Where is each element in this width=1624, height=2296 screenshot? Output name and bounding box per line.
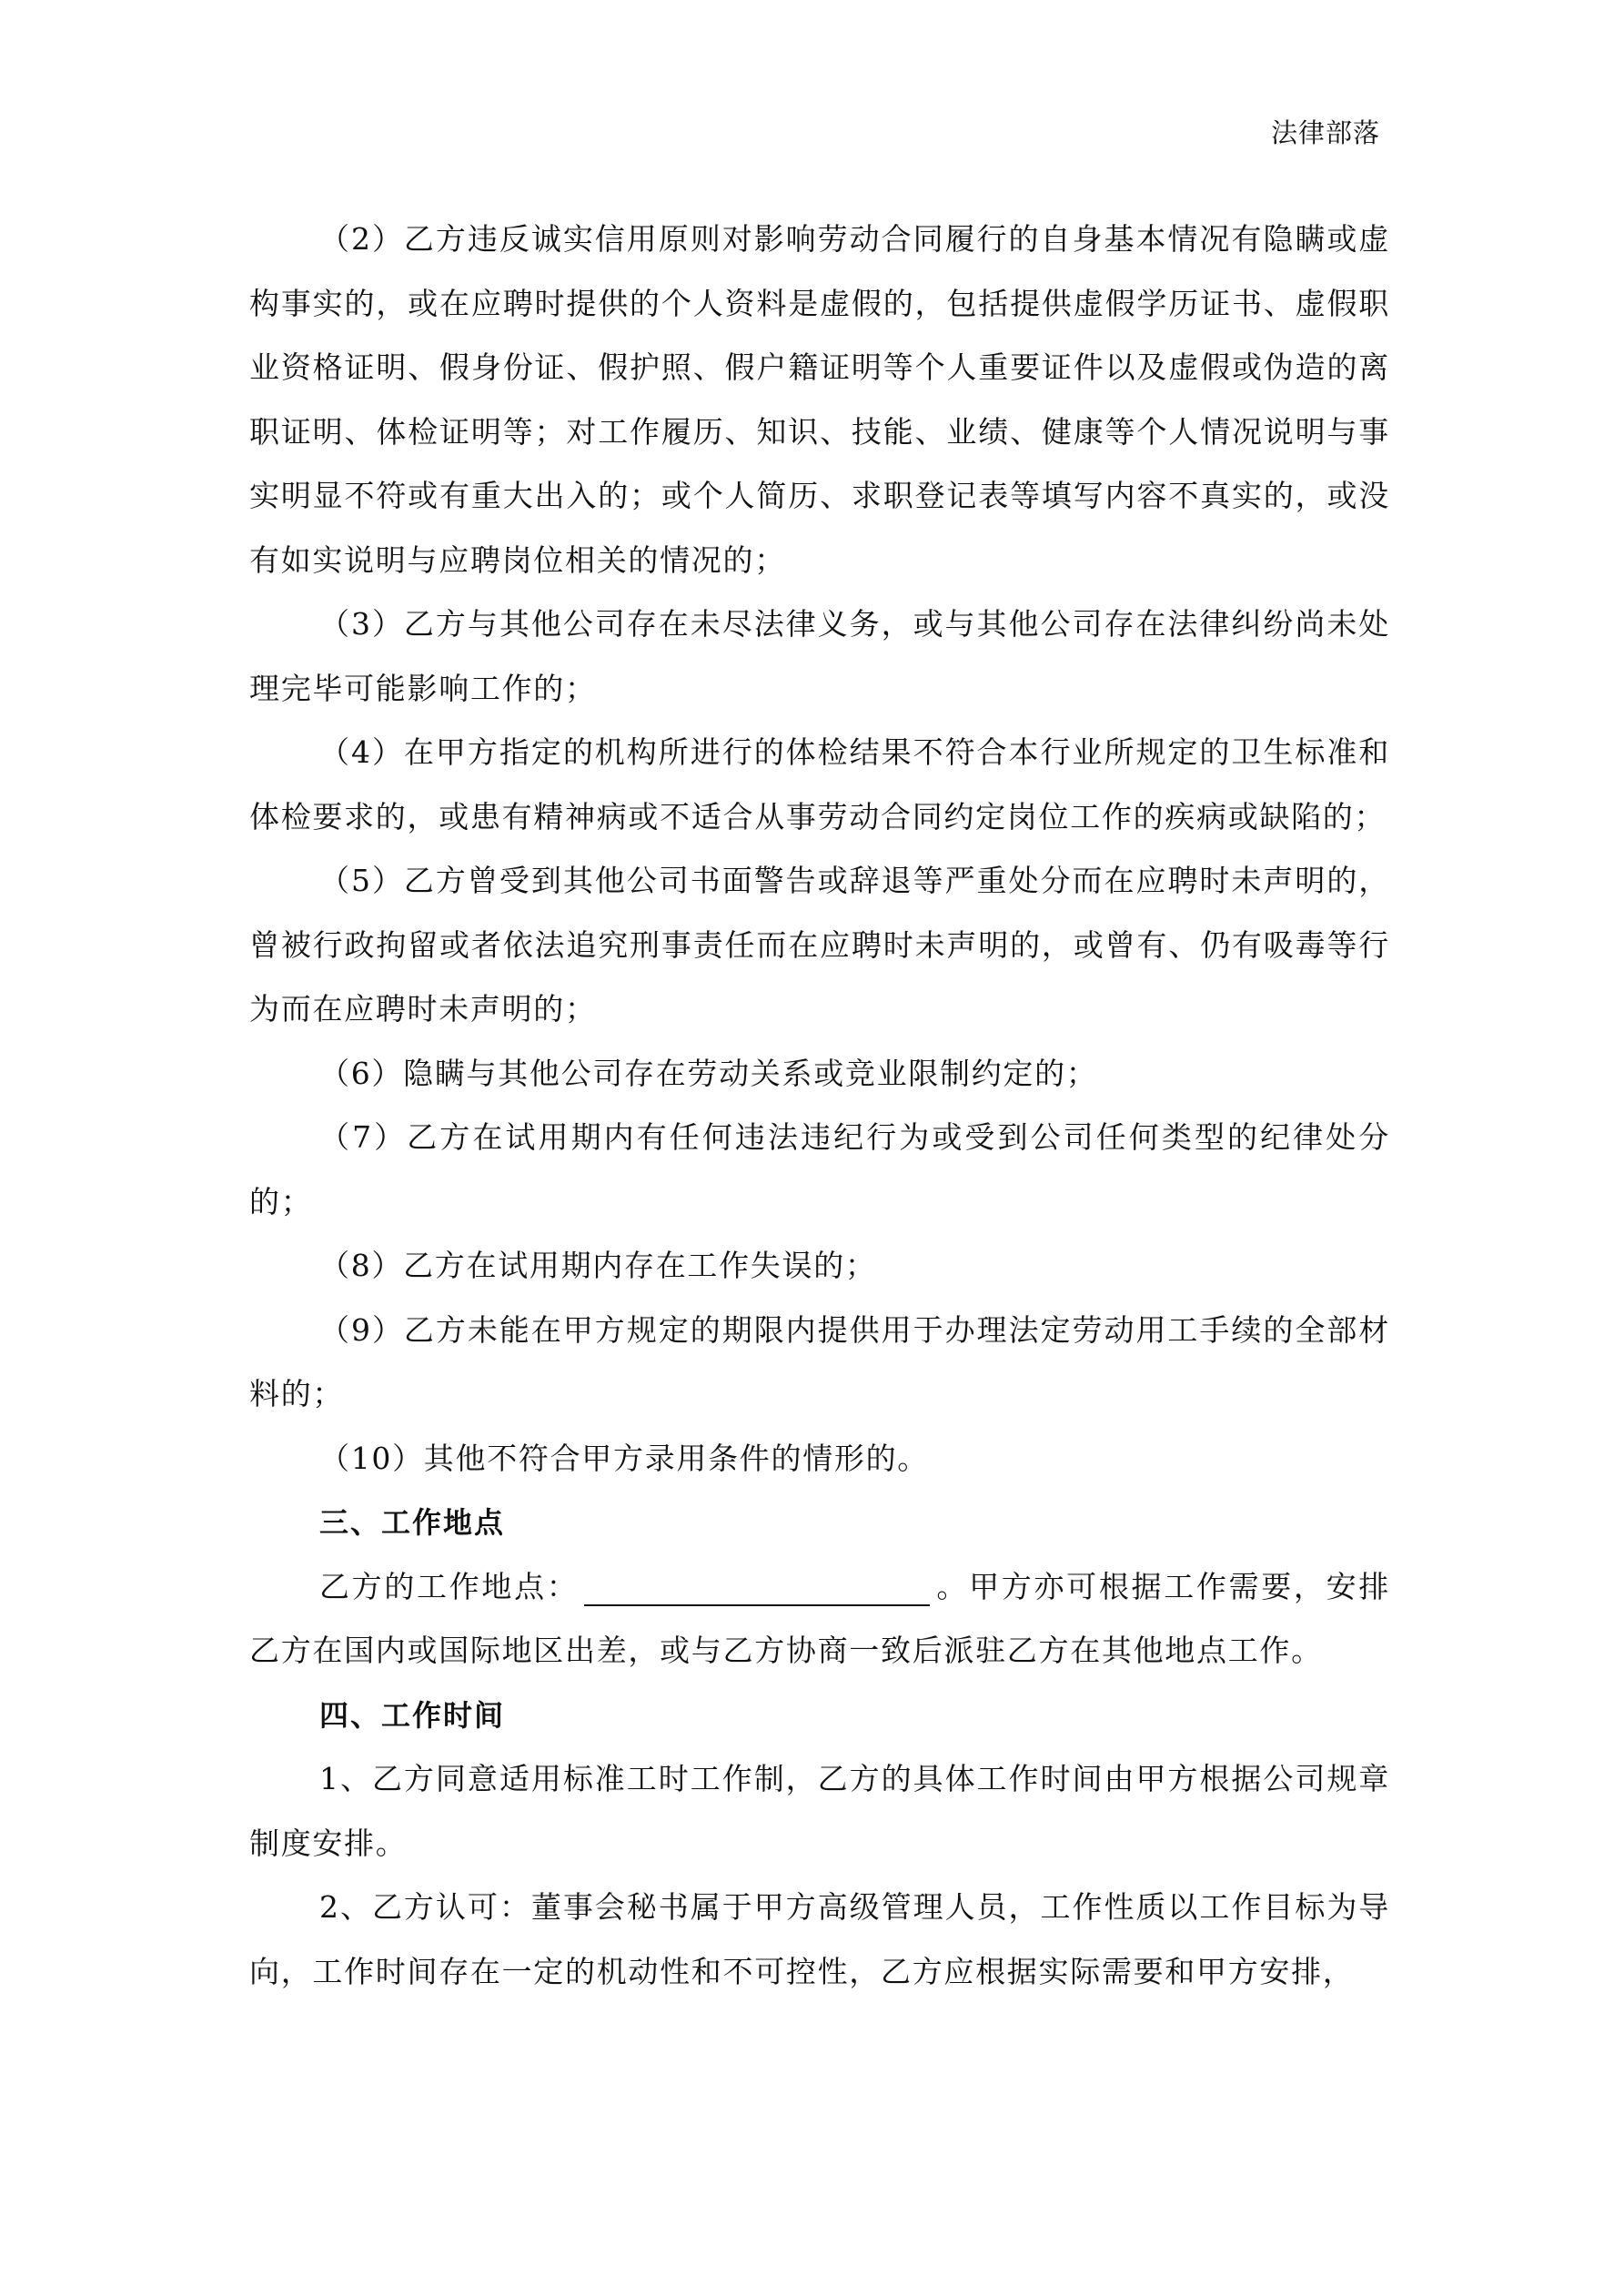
work-location-blank [584, 1568, 930, 1606]
paragraph-item-9: （9）乙方未能在甲方规定的期限内提供用于办理法定劳动用工手续的全部材料的； [249, 1311, 1390, 1411]
work-location-label: 乙方的工作地点： [319, 1568, 580, 1604]
paragraph-item-4: （4）在甲方指定的机构所进行的体检结果不符合本行业所规定的卫生标准和体检要求的，或患有精神病或不适合从事劳动合同约定岗位工作的疾病或缺陷的； [249, 734, 1390, 834]
paragraph-item-7: （7）乙方在试用期内有任何违法违纪行为或受到公司任何类型的纪律处分的； [249, 1119, 1390, 1219]
paragraph-work-time-1: 1、乙方同意适用标准工时工作制，乙方的具体工作时间由甲方根据公司规章制度安排。 [249, 1761, 1390, 1861]
paragraph-item-5: （5）乙方曾受到其他公司书面警告或辞退等严重处分而在应聘时未声明的，曾被行政拘留或者依法追究刑事责任而在应聘时未声明的，或曾有、仍有吸毒等行为而在应聘时未声明的； [249, 863, 1390, 1027]
paragraph-item-6: （6）隐瞒与其他公司存在劳动关系或竞业限制约定的； [319, 1055, 1098, 1091]
paragraph-work-time-2: 2、乙方认可：董事会秘书属于甲方高级管理人员，工作性质以工作目标为导向，工作时间存在一定的机动性和不可控性，乙方应根据实际需要和甲方安排， [249, 1889, 1390, 1989]
paragraph-item-10: （10）其他不符合甲方录用条件的情形的。 [319, 1440, 929, 1476]
paragraph-work-location [249, 1555, 1390, 1684]
paragraph-item-8: （8）乙方在试用期内存在工作失误的； [319, 1248, 877, 1283]
document-body [249, 207, 1390, 2004]
section-heading-work-time: 四、工作时间 [319, 1697, 506, 1733]
page-header: 法律部落 [1270, 117, 1380, 148]
paragraph-item-2: （2）乙方违反诚实信用原则对影响劳动合同履行的自身基本情况有隐瞒或虚构事实的，或在应聘时提供的个人资料是虚假的，包括提供虚假学历证书、虚假职业资格证明、假身份证、假护照、假户籍证明等个人重要证件以及虚假或伪造的离职证明、体检证明等；对工作履历、知识、技能、业绩、健康等个人情况说明与事实明显不符或有重大出入的；或个人简历、求职登记表等填写内容不真实的，或没有如实说明与应聘岗位相关的情况的； [249, 221, 1390, 578]
paragraph-item-3: （3）乙方与其他公司存在未尽法律义务，或与其他公司存在法律纠纷尚未处理完毕可能影响工作的； [249, 606, 1390, 706]
work-location-text: 。甲方亦可根据工作需要，安排乙方在国内或国际地区出差，或与乙方协商一致后派驻乙方在其他地点工作。 [249, 1568, 1390, 1668]
section-heading-work-location: 三、工作地点 [319, 1505, 506, 1540]
